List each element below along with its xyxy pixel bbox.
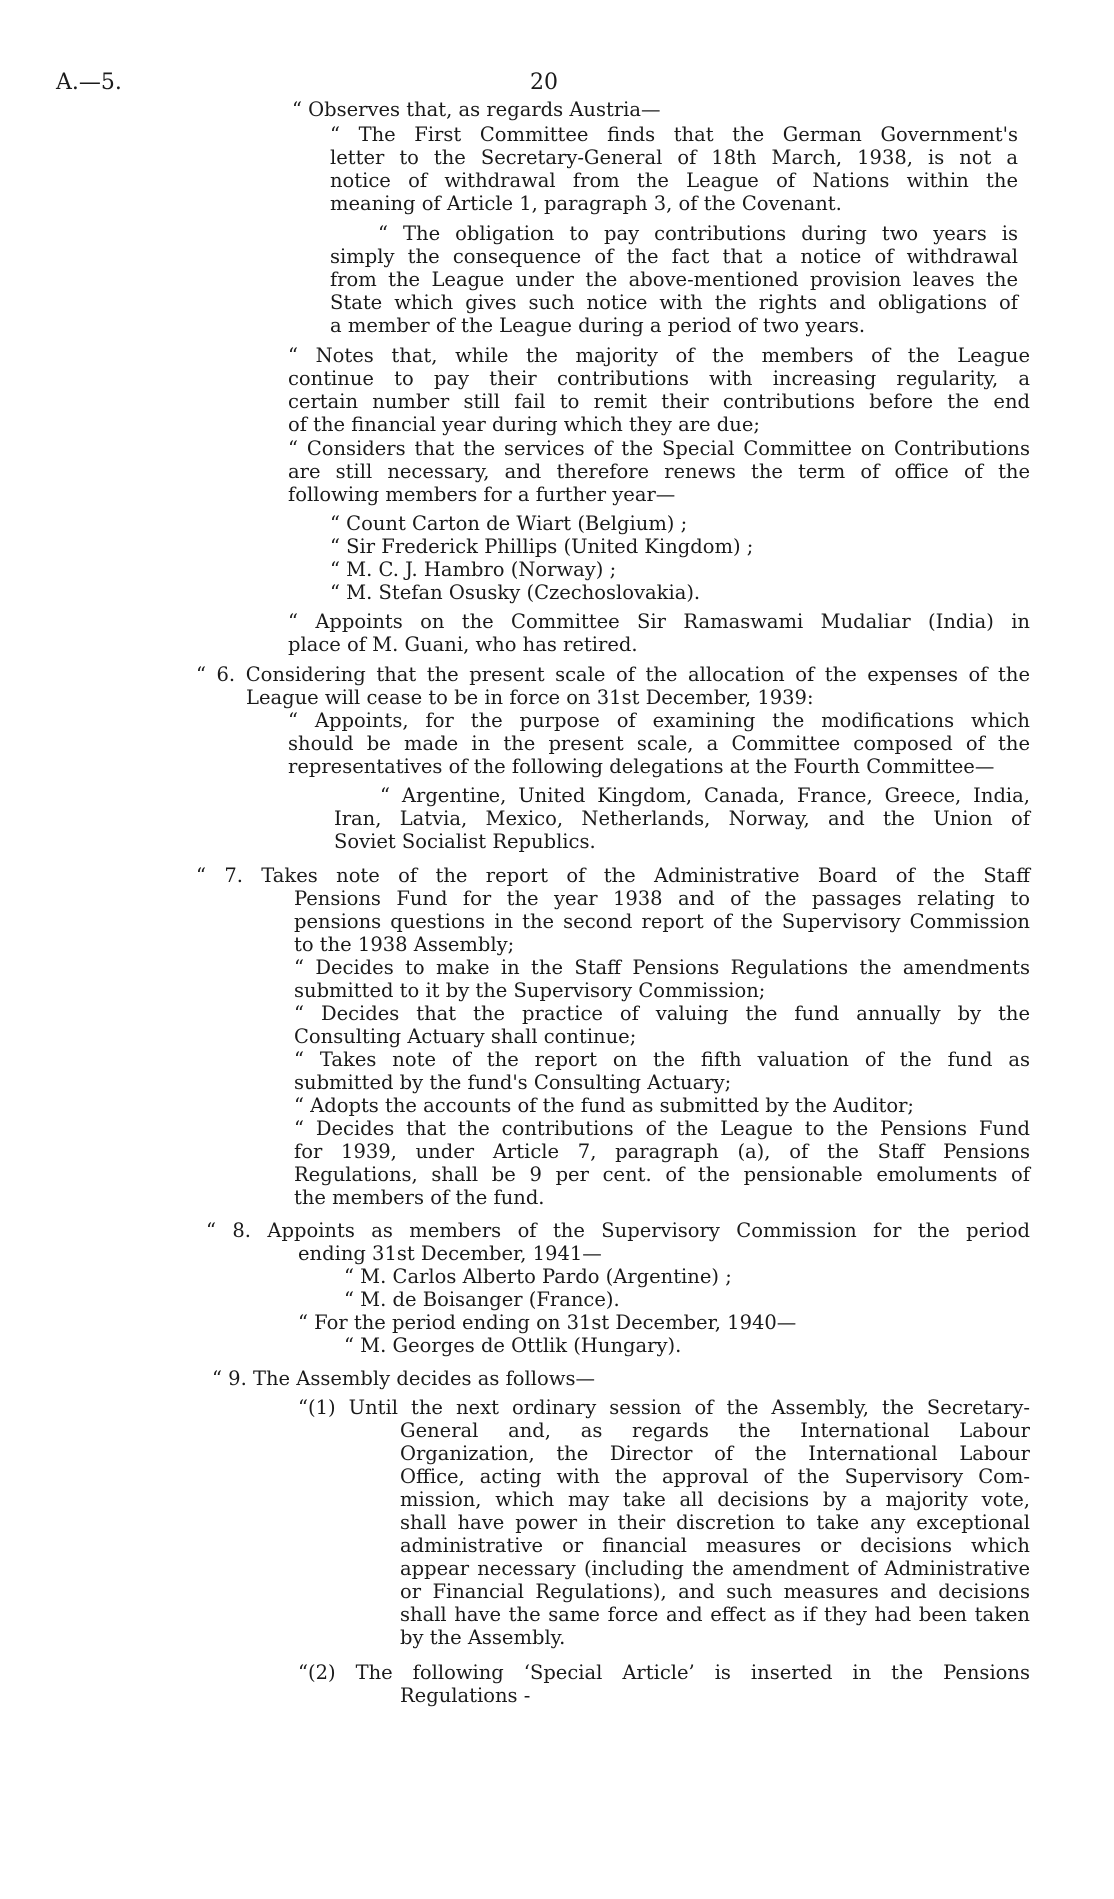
text-line: certain number still fail to remit their contributions before the end (288, 390, 1030, 413)
text-line: meaning of Article 1, paragraph 3, of the Covenant. (330, 192, 842, 215)
text-line: Consulting Actuary shall continue; (294, 1025, 637, 1048)
resolution-item-8: “ 8. Appoints as members of the Supervisory Commission for the period (206, 1219, 1030, 1242)
austria-intro: “ Observes that, as regards Austria— (292, 98, 661, 121)
text-line: letter to the Secretary-General of 18th March, 1938, is not a (330, 146, 1018, 169)
text-line: “(1) Until the next ordinary session of the Assembly, the Secretary- (298, 1396, 1030, 1419)
member-list-item: “ M. Stefan Osusky (Czechoslovakia). (330, 581, 701, 604)
text-line: “ Decides that the practice of valuing the fund annually by the (294, 1002, 1030, 1025)
text-line: place of M. Guani, who has retired. (288, 633, 638, 656)
text-line: submitted by the fund's Consulting Actuary; (294, 1071, 732, 1094)
text-line: notice of withdrawal from the League of Nations within the (330, 169, 1018, 192)
text-line: “ Appoints, for the purpose of examining the modifications which (288, 709, 1030, 732)
country-line: Iran, Latvia, Mexico, Netherlands, Norway, and the Union of (334, 807, 1030, 830)
text-line: or Financial Regulations), and such measures and decisions (400, 1580, 1030, 1603)
country-line: Soviet Socialist Republics. (334, 830, 596, 853)
text-line: from the League under the above-mentioned provision leaves the (330, 268, 1018, 291)
member-list-item: “ M. C. J. Hambro (Norway) ; (330, 558, 617, 581)
text-line: shall have power in their discretion to take any exceptional (400, 1511, 1030, 1534)
text-line: “ Decides that the contributions of the League to the Pensions Fund (294, 1117, 1030, 1140)
country-line: “ Argentine, United Kingdom, Canada, France, Greece, India, (380, 784, 1030, 807)
text-line: administrative or financial measures or decisions which (400, 1534, 1030, 1557)
text-line: pensions questions in the second report of the Supervisory Commission (294, 910, 1030, 933)
text-line: of the financial year during which they are due; (288, 413, 760, 436)
text-line: “ For the period ending on 31st December, 1940— (298, 1311, 797, 1334)
resolution-item-6: “ 6. Considering that the present scale of the allocation of the expenses of the (196, 663, 1030, 686)
text-line: “ The obligation to pay contributions during two years is (378, 222, 1018, 245)
text-line: a member of the League during a period of two years. (330, 314, 866, 337)
text-line: League will cease to be in force on 31st December, 1939: (246, 686, 814, 709)
text-line: “ Notes that, while the majority of the members of the League (288, 344, 1030, 367)
text-line: “ The First Committee finds that the German Government's (330, 123, 1018, 146)
text-line: for 1939, under Article 7, paragraph (a), of the Staff Pensions (294, 1140, 1030, 1163)
member-list-item: “ Count Carton de Wiart (Belgium) ; (330, 512, 688, 535)
resolution-item-7: “ 7. Takes note of the report of the Administrative Board of the Staff (196, 864, 1030, 887)
text-line: following members for a further year— (288, 483, 676, 506)
text-line: by the Assembly. (400, 1626, 566, 1649)
text-line: mission, which may take all decisions by a majority vote, (400, 1488, 1030, 1511)
text-line: “ Appoints on the Committee Sir Ramaswami Mudaliar (India) in (288, 610, 1030, 633)
text-line: Office, acting with the approval of the Supervisory Com- (400, 1465, 1030, 1488)
text-line: “(2) The following ‘Special Article’ is inserted in the Pensions (298, 1661, 1030, 1684)
text-line: simply the consequence of the fact that a notice of withdrawal (330, 245, 1018, 268)
text-line: Regulations, shall be 9 per cent. of the pensionable emoluments of (294, 1163, 1030, 1186)
text-line: “ Decides to make in the Staff Pensions Regulations the amendments (294, 956, 1030, 979)
text-line: are still necessary, and therefore renews the term of office of the (288, 460, 1030, 483)
text-line: continue to pay their contributions with increasing regularity, a (288, 367, 1030, 390)
text-line: submitted to it by the Supervisory Commission; (294, 979, 766, 1002)
text-line: the members of the fund. (294, 1186, 545, 1209)
text-line: “ Takes note of the report on the fifth valuation of the fund as (294, 1048, 1030, 1071)
text-line: Pensions Fund for the year 1938 and of the passages relating to (294, 887, 1030, 910)
text-line: “ Considers that the services of the Special Committee on Contributions (288, 437, 1030, 460)
text-line: Organization, the Director of the International Labour (400, 1442, 1030, 1465)
text-line: appear necessary (including the amendment of Administrative (400, 1557, 1030, 1580)
text-line: “ M. de Boisanger (France). (344, 1288, 620, 1311)
text-line: Regulations - (400, 1684, 531, 1707)
page-number: 20 (530, 70, 558, 95)
text-line: representatives of the following delegations at the Fourth Committee— (288, 755, 995, 778)
text-line: to the 1938 Assembly; (294, 933, 515, 956)
text-line: ending 31st December, 1941— (298, 1242, 602, 1265)
text-line: State which gives such notice with the rights and obligations of (330, 291, 1018, 314)
member-list-item: “ Sir Frederick Phillips (United Kingdom) ; (330, 535, 754, 558)
text-line: “ M. Carlos Alberto Pardo (Argentine) ; (344, 1265, 732, 1288)
text-line: General and, as regards the International Labour (400, 1419, 1030, 1442)
text-line: “ M. Georges de Ottlik (Hungary). (344, 1334, 682, 1357)
text-line: shall have the same force and effect as if they had been taken (400, 1603, 1030, 1626)
text-line: should be made in the present scale, a Committee composed of the (288, 732, 1030, 755)
resolution-item-9: “ 9. The Assembly decides as follows— (212, 1367, 595, 1390)
text-line: “ Adopts the accounts of the fund as submitted by the Auditor; (294, 1094, 914, 1117)
document-reference: A.—5. (56, 70, 122, 95)
